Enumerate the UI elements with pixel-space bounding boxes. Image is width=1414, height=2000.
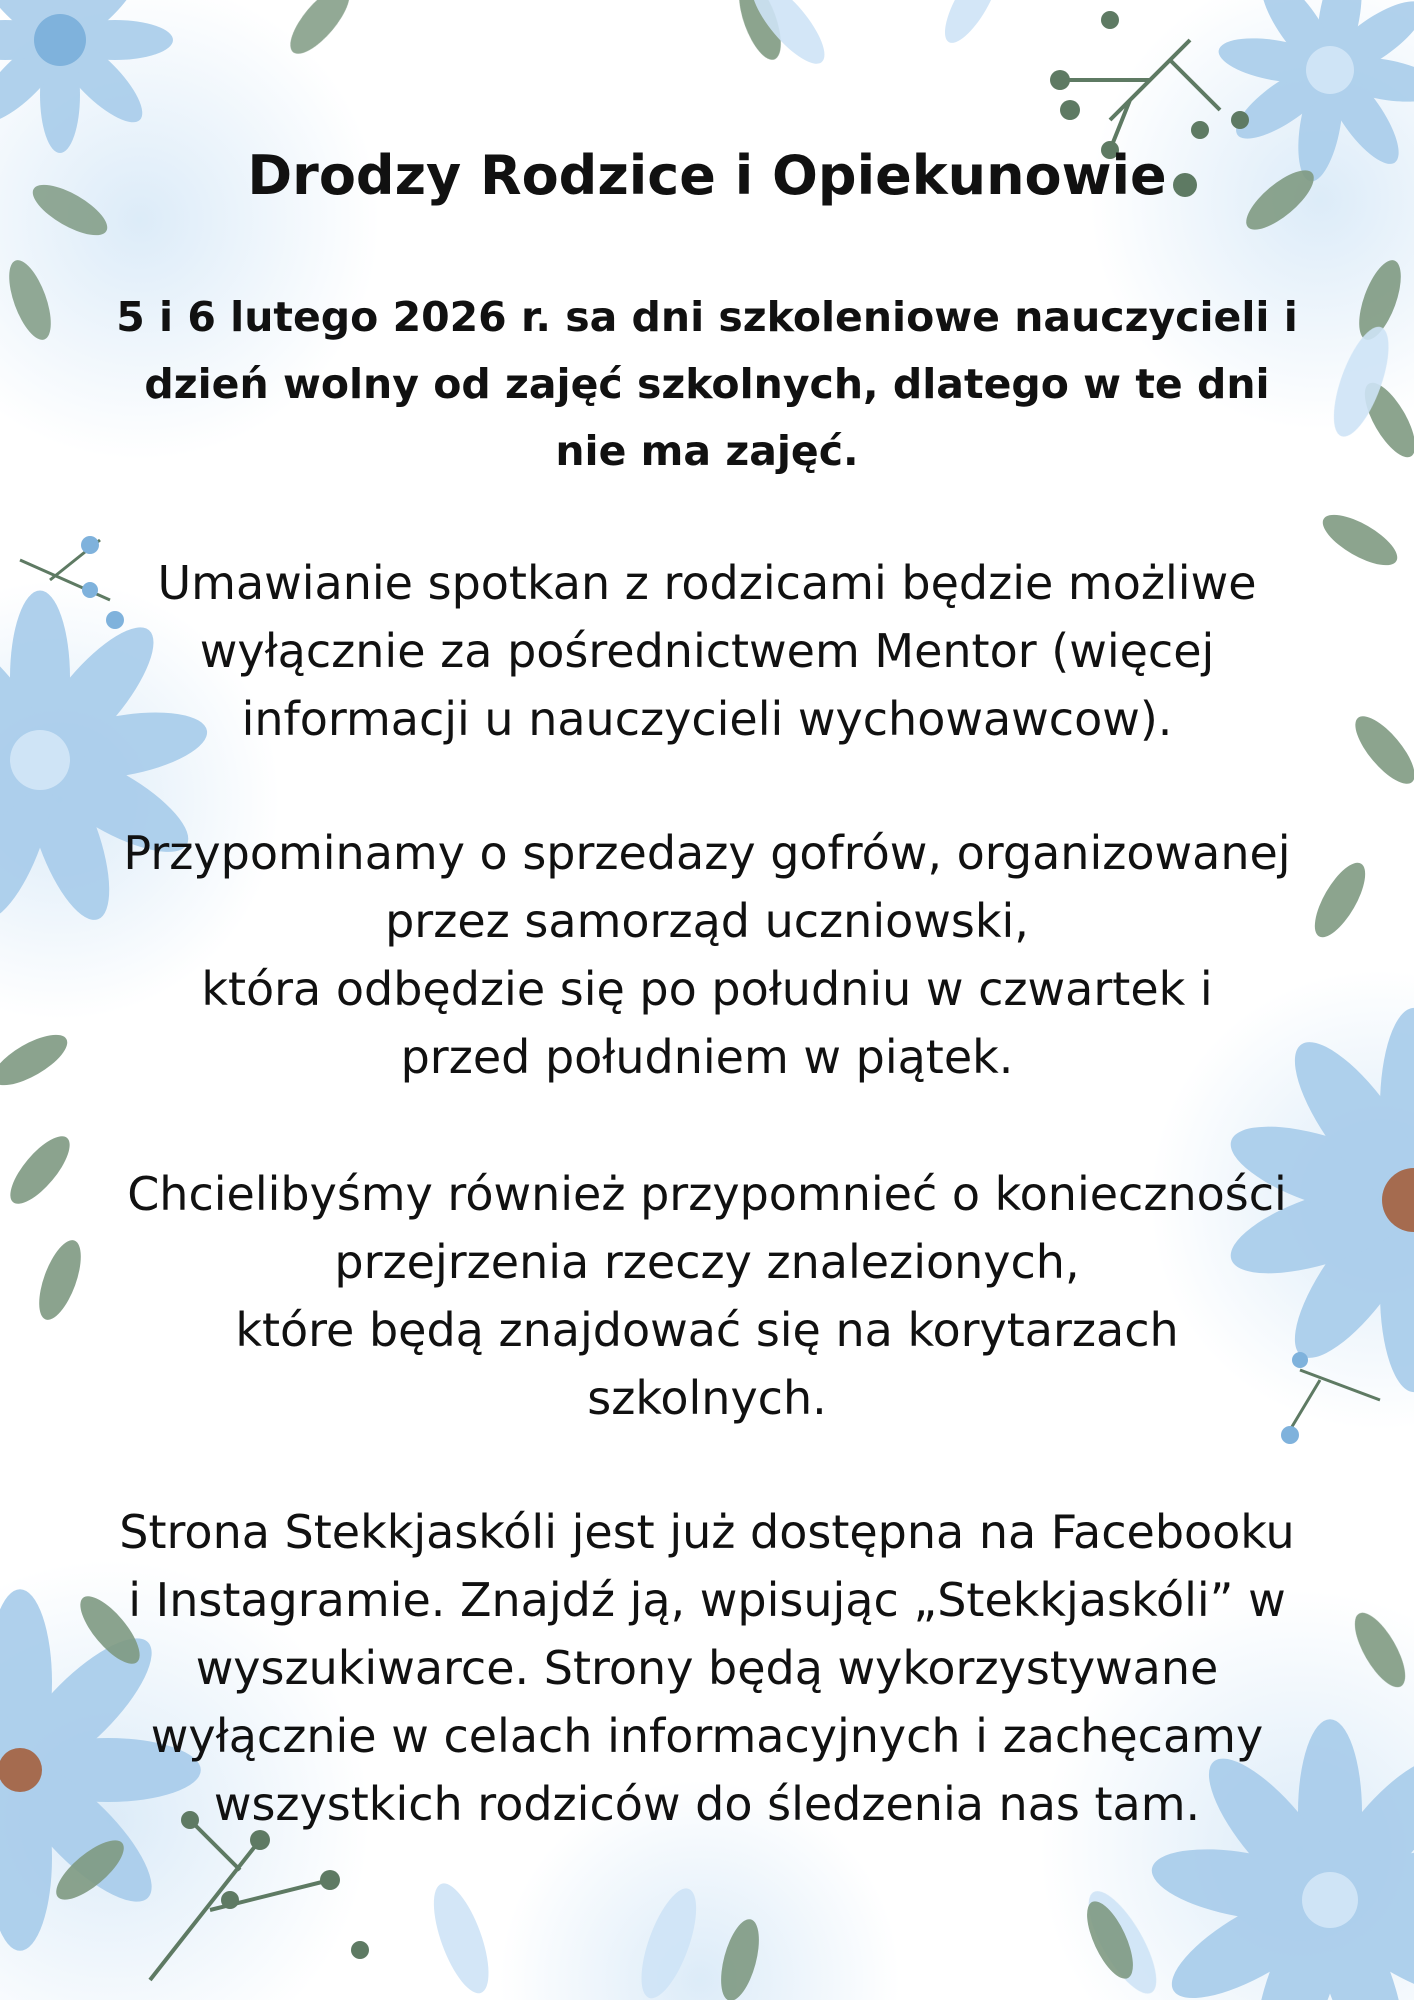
- paragraph-line: które będą znajdować się na korytarzach: [235, 1303, 1179, 1357]
- paragraph-line: dzień wolny od zajęć szkolnych, dlatego w te dni: [144, 360, 1270, 408]
- paragraph-line: przez samorząd uczniowski,: [385, 894, 1029, 948]
- paragraph-line: informacji u nauczycieli wychowawcow).: [241, 692, 1173, 746]
- paragraph-line: wyłącznie w celach informacyjnych i zachęcamy: [150, 1709, 1264, 1763]
- paragraph-line: wyłącznie za pośrednictwem Mentor (więcej: [199, 624, 1215, 678]
- paragraph-line: przed południem w piątek.: [400, 1030, 1014, 1084]
- paragraph-line: i Instagramie. Znajdź ją, wpisując „Stekkjaskóli” w: [128, 1573, 1286, 1627]
- paragraph-line: Strona Stekkjaskóli jest już dostępna na Facebooku: [119, 1505, 1295, 1559]
- paragraph-line: szkolnych.: [587, 1371, 827, 1425]
- paragraph-line: Przypominamy o sprzedazy gofrów, organizowanej: [123, 826, 1291, 880]
- paragraph-line: 5 i 6 lutego 2026 r. sa dni szkoleniowe nauczycieli i: [116, 293, 1298, 341]
- paragraph-line: która odbędzie się po południu w czwartek i: [201, 962, 1213, 1016]
- paragraph-line: wyszukiwarce. Strony będą wykorzystywane: [195, 1641, 1219, 1695]
- paragraph-line: nie ma zajęć.: [555, 427, 859, 475]
- notice-title: Drodzy Rodzice i Opiekunowie: [247, 144, 1167, 207]
- paragraph-line: wszystkich rodziców do śledzenia nas tam.: [213, 1777, 1201, 1831]
- paragraph-line: przejrzenia rzeczy znalezionych,: [334, 1235, 1080, 1289]
- paragraph-line: Chcielibyśmy również przypomnieć o konieczności: [127, 1167, 1287, 1221]
- paragraph-line: Umawianie spotkan z rodzicami będzie możliwe: [157, 556, 1257, 610]
